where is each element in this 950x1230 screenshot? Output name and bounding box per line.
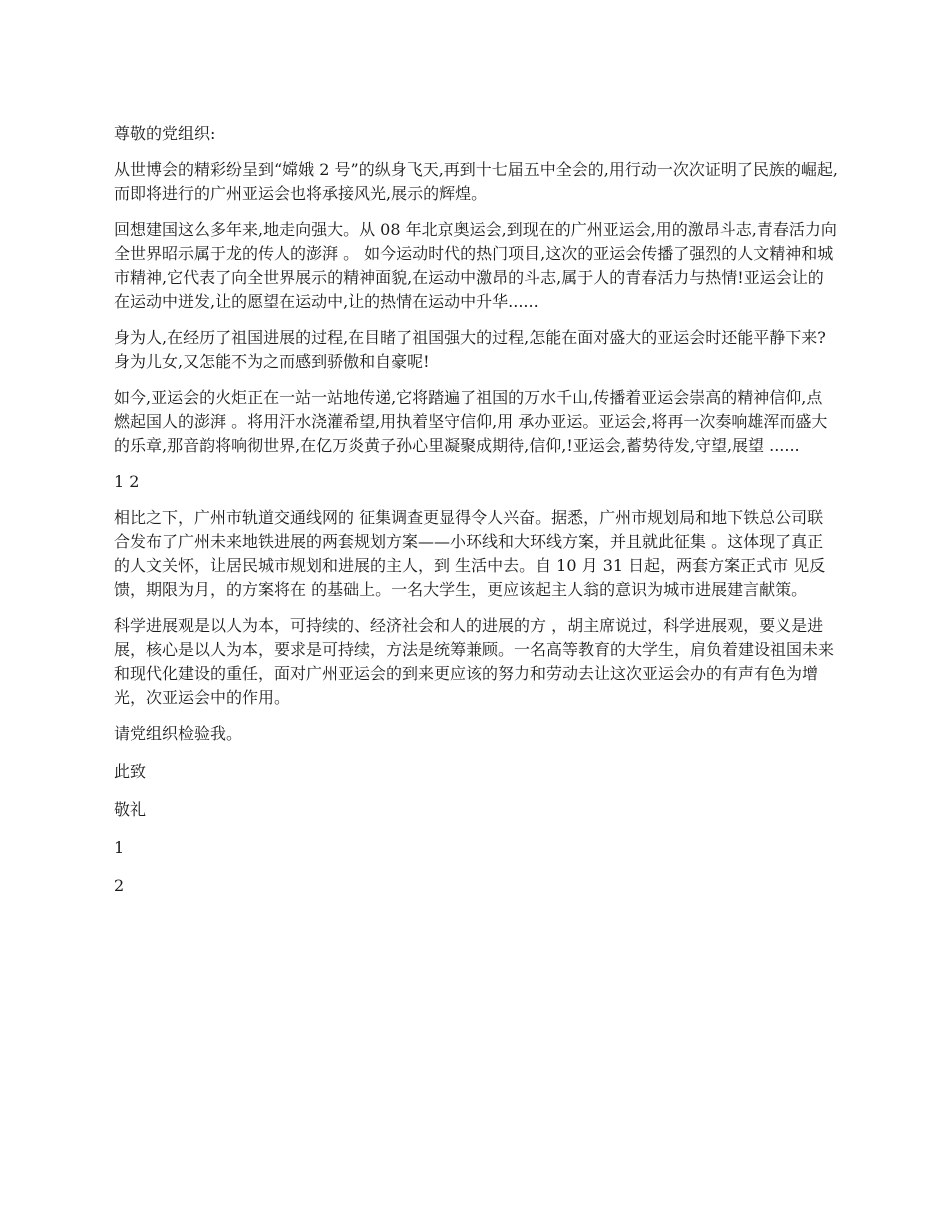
paragraph: 请党组织检验我。 bbox=[114, 724, 243, 743]
paragraph: 回想建国这么多年来,地走向强大。从 08 年北京奥运会,到现在的广州亚运会,用的激昂斗志,青春活力向全世界昭示属于龙的传人的澎湃 。 如今运动时代的热门项目,这次的亚运会传播了强烈的人文精神和城市精神,它代表了向全世界展示的精神面貌,在运动中激昂的斗志,属于人的青春活力与热情!亚运会让的 在运动中迸发,让的愿望在运动中,让的热情在运动中升华...... bbox=[114, 220, 837, 311]
page-number: 1 bbox=[114, 838, 125, 857]
document-page bbox=[114, 122, 838, 912]
paragraph: 科学进展观是以人为本，可持续的、经济社会和人的进展的方 ，胡主席说过，科学进展观，要义是进展，核心是以人为本，要求是可持续，方法是统筹兼顾。一名高等教育的大学生，肩负着建设祖国未来和现代化建设的重任，面对广州亚运会的到来更应该的努力和劳动去让这次亚运会办的有声有色为增光，次亚运会中的作用。 bbox=[114, 616, 835, 707]
salutation: 尊敬的党组织: bbox=[114, 124, 216, 143]
closing-line: 敬礼 bbox=[114, 800, 147, 819]
paragraph: 身为人,在经历了祖国进展的过程,在目睹了祖国强大的过程,怎能在面对盛大的亚运会时还能平静下来?身为儿女,又怎能不为之而感到骄傲和自豪呢! bbox=[114, 328, 826, 371]
page-marker: 1 2 bbox=[114, 472, 140, 491]
paragraph: 从世博会的精彩纷呈到“嫦娥 2 号”的纵身飞天,再到十七届五中全会的,用行动一次次证明了民族的崛起,而即将进行的广州亚运会也将承接风光,展示的辉煌。 bbox=[114, 160, 838, 203]
closing-line: 此致 bbox=[114, 762, 147, 781]
page-number: 2 bbox=[114, 876, 125, 895]
paragraph: 相比之下，广州市轨道交通线网的 征集调查更显得令人兴奋。据悉，广州市规划局和地下铁总公司联合发布了广州未来地铁进展的两套规划方案——小环线和大环线方案，并且就此征集 。这体现了真正的人文关怀，让居民城市规划和进展的主人，到 生活中去。自 10 月 31 日起，两套方案正式市 见反馈，期限为月，的方案将在 的基础上。一名大学生，更应该起主人翁的意识为城市进展建言献策。 bbox=[114, 508, 826, 599]
paragraph: 如今,亚运会的火炬正在一站一站地传递,它将踏遍了祖国的万水千山,传播着亚运会崇高的精神信仰,点燃起国人的澎湃 。将用汗水浇灌希望,用执着坚守信仰,用 承办亚运。亚运会,将再一次奏响雄浑而盛大的乐章,那音韵将响彻世界,在亿万炎黄子孙心里凝聚成期待,信仰,!亚运会,蓄势待发,守望,展望 ...... bbox=[114, 388, 828, 455]
